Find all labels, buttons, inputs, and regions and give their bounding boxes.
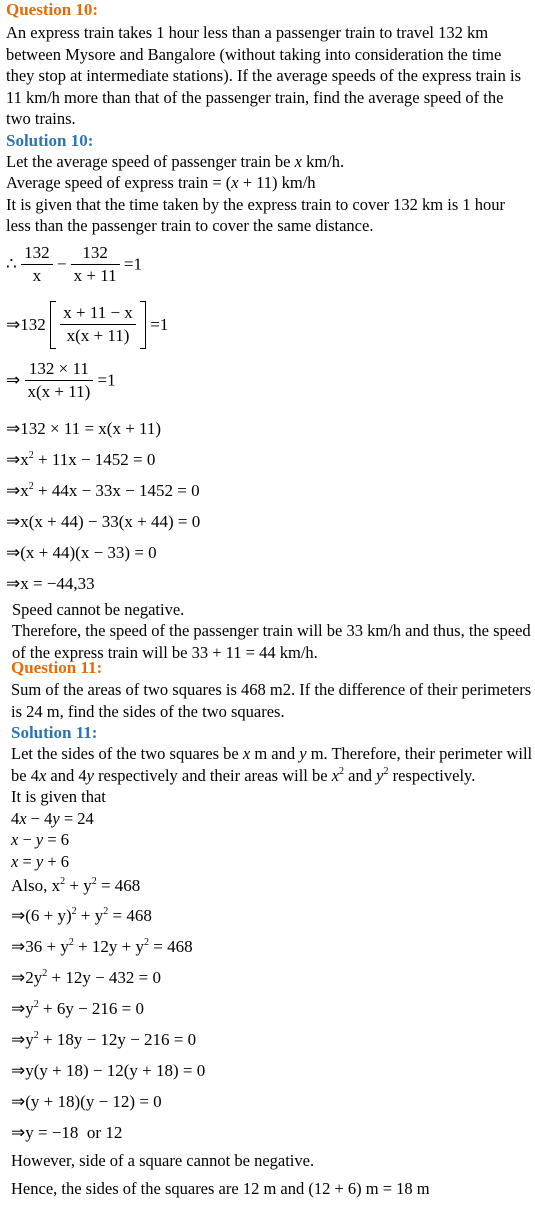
step-1: ⇒(6 + $y)^2 + y^2 = 468$ bbox=[11, 906, 152, 925]
given-equation-2: x − y = 6 bbox=[11, 830, 70, 849]
negative-note: Speed cannot be negative. bbox=[12, 599, 185, 619]
solution-11-heading: Solution 11: bbox=[11, 723, 98, 742]
step-6: ⇒y(y + 18) − 12(y + 18) = 0 bbox=[11, 1061, 206, 1080]
conclusion-11: Hence, the sides of the squares are 12 m and (12 + 6) m = 18 m bbox=[11, 1178, 430, 1198]
equation-5: $\Rightarrow x^2 + 11x - 1452 = 0$ bbox=[6, 449, 156, 469]
fraction: $\frac{x + 11 - x}{x(x + 11)}$ bbox=[60, 303, 136, 346]
equation-9: ⇒x = −44,33 bbox=[6, 573, 95, 593]
let-speed-line: Let the average speed of passenger train be x km/h. bbox=[6, 151, 345, 171]
also-equation: Also, $x^2 + y^2 = 468$ bbox=[11, 876, 141, 895]
let-sides-paragraph: Let the sides of the two squares be x m and y m. Therefore, their perimeter will be 4x and 4y respectively and their areas will be $x^2$ and $y^2$ respectively. bbox=[11, 744, 533, 785]
step-7: ⇒(y + 18)(y − 12) = 0 bbox=[11, 1092, 162, 1111]
solution-10-heading: Solution 10: bbox=[6, 130, 94, 150]
given-line: It is given that bbox=[11, 787, 106, 806]
fraction: $\frac{132 \times 11}{x(x + 11)}$ bbox=[25, 359, 94, 402]
question-10-text: An express train takes 1 hour less than a passenger train to travel 132 km between Mysore and Bangalore (without taking into consideration the time they stop at intermediate stations). If the average speeds of the express train is 11 km/h more than that of the passenger train, find the average speed of the two trains. bbox=[6, 23, 521, 128]
question-10-section bbox=[6, 0, 532, 663]
step-5: $\Rightarrow y^2 + 18y - 12y - 216 = 0$ bbox=[11, 1030, 197, 1049]
equation-3: ⇒ $\frac{132 \times 11}{x(x + 11)}$ =1 bbox=[6, 358, 116, 401]
step-4: $\Rightarrow y^2 + 6y - 216 = 0$ bbox=[11, 999, 145, 1018]
question-11-text: Sum of the areas of two squares is 468 m2. If the difference of their perimeters is 24 m, find the sides of the two squares. bbox=[11, 680, 532, 721]
given-equation-1: 4x − 4y = 24 bbox=[11, 808, 94, 828]
question-11-heading: Question 11: bbox=[11, 658, 103, 677]
given-equation-3: x = y + 6 bbox=[11, 851, 70, 871]
equation-6: $\Rightarrow x^2 + 44x - 33x - 1452 = 0$ bbox=[6, 480, 200, 500]
fraction: $\frac{132}{x}$ bbox=[21, 243, 53, 286]
right-bracket bbox=[140, 301, 146, 349]
equation-8: ⇒(x + 44)(x − 33) = 0 bbox=[6, 542, 157, 562]
negative-note-11: However, side of a square cannot be negative. bbox=[11, 1151, 315, 1170]
fraction: $\frac{132}{x + 11}$ bbox=[71, 243, 120, 286]
question-11-section bbox=[11, 658, 533, 1199]
step-3: $\Rightarrow 2y^2 + 12y - 432 = 0$ bbox=[11, 968, 162, 987]
step-8: ⇒y = −18 or 12 bbox=[11, 1123, 123, 1142]
equation-4: ⇒132 × 11 = x(x + 11) bbox=[6, 418, 162, 438]
question-10-heading: Question 10: bbox=[6, 0, 99, 19]
step-2: ⇒36 + $y^2 + 12y + y^2 = 468$ bbox=[11, 937, 193, 956]
left-bracket bbox=[50, 301, 56, 349]
equation-2: ⇒132 $\frac{x + 11 - x}{x(x + 11)}$ =1 bbox=[6, 301, 532, 355]
conclusion-10: Therefore, the speed of the passenger train will be 33 km/h and thus, the speed of the express train will be 33 + 11 = 44 km/h. bbox=[12, 621, 531, 662]
express-speed-line: Average speed of express train = (x + 11) km/h bbox=[6, 173, 316, 192]
equation-7: ⇒x(x + 44) − 33(x + 44) = 0 bbox=[6, 511, 201, 531]
equation-1: ∴ $\frac{132}{x}$ − $\frac{132}{x + 11}$ =1 bbox=[6, 242, 142, 285]
given-statement: It is given that the time taken by the express train to cover 132 km is 1 hour less than the passenger train to cover the same distance. bbox=[6, 194, 506, 235]
